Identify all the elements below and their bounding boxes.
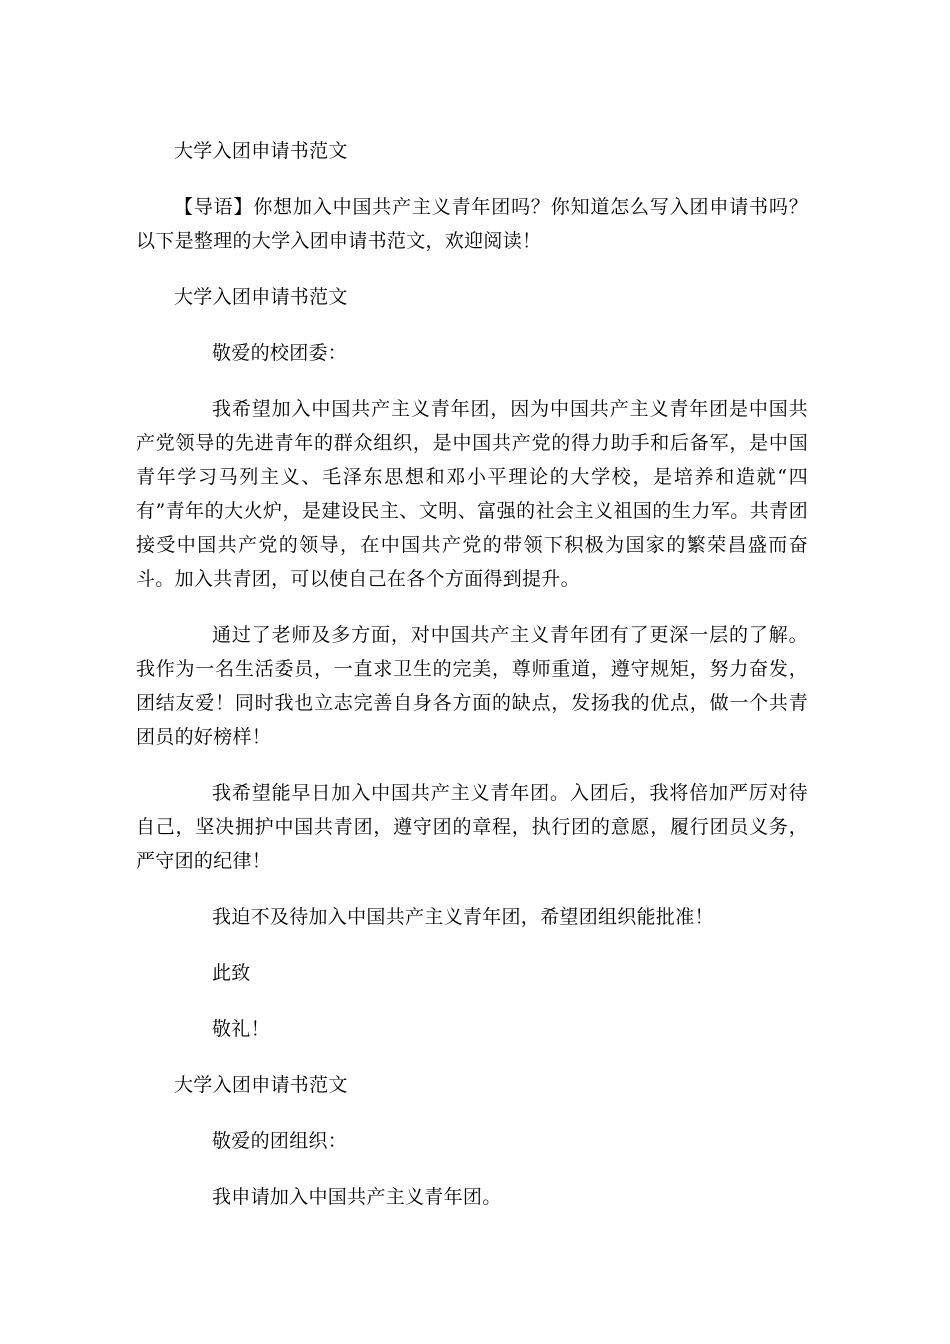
letter-1-paragraph-3: 我希望能早日加入中国共产主义青年团。入团后，我将倍加严厉对待自己，坚决拥护中国共青团，遵守团的章程，执行团的意愿，履行团员义务，严守团的纪律！ xyxy=(136,782,808,872)
document-body xyxy=(136,134,808,1214)
section-heading-3: 大学入团申请书范文 xyxy=(174,1074,348,1096)
letter-1-closing-2: 敬礼！ xyxy=(212,1018,270,1040)
letter-2-paragraph-1: 我申请加入中国共产主义青年团。 xyxy=(212,1186,502,1208)
letter-1-paragraph-1: 我希望加入中国共产主义青年团，因为中国共产主义青年团是中国共产党领导的先进青年的群众组织，是中国共产党的得力助手和后备军，是中国青年学习马列主义、毛泽东思想和邓小平理论的大学校，是培养和造就“四有”青年的大火炉，是建设民主、文明、富强的社会主义祖国的生力军。共青团接受中国共产党的领导，在中国共产党的带领下积极为国家的繁荣昌盛而奋斗。加入共青团，可以使自己在各个方面得到提升。 xyxy=(136,398,808,590)
intro-paragraph: 【导语】你想加入中国共产主义青年团吗？你知道怎么写入团申请书吗？以下是整理的大学入团申请书范文，欢迎阅读！ xyxy=(136,196,808,252)
letter-1-closing-1: 此致 xyxy=(212,962,251,984)
letter-1-paragraph-2: 通过了老师及多方面，对中国共产主义青年团有了更深一层的了解。我作为一名生活委员，一直求卫生的完美，尊师重道，遵守规矩，努力奋发，团结友爱！同时我也立志完善自身各方面的缺点，发扬我的优点，做一个共青团员的好榜样！ xyxy=(136,624,808,748)
letter-2-salutation: 敬爱的团组织： xyxy=(212,1130,348,1152)
section-heading-2: 大学入团申请书范文 xyxy=(174,286,348,308)
section-heading-1: 大学入团申请书范文 xyxy=(174,140,348,162)
letter-1-salutation: 敬爱的校团委： xyxy=(212,342,348,364)
letter-1-paragraph-4: 我迫不及待加入中国共产主义青年团，希望团组织能批准！ xyxy=(212,906,714,928)
